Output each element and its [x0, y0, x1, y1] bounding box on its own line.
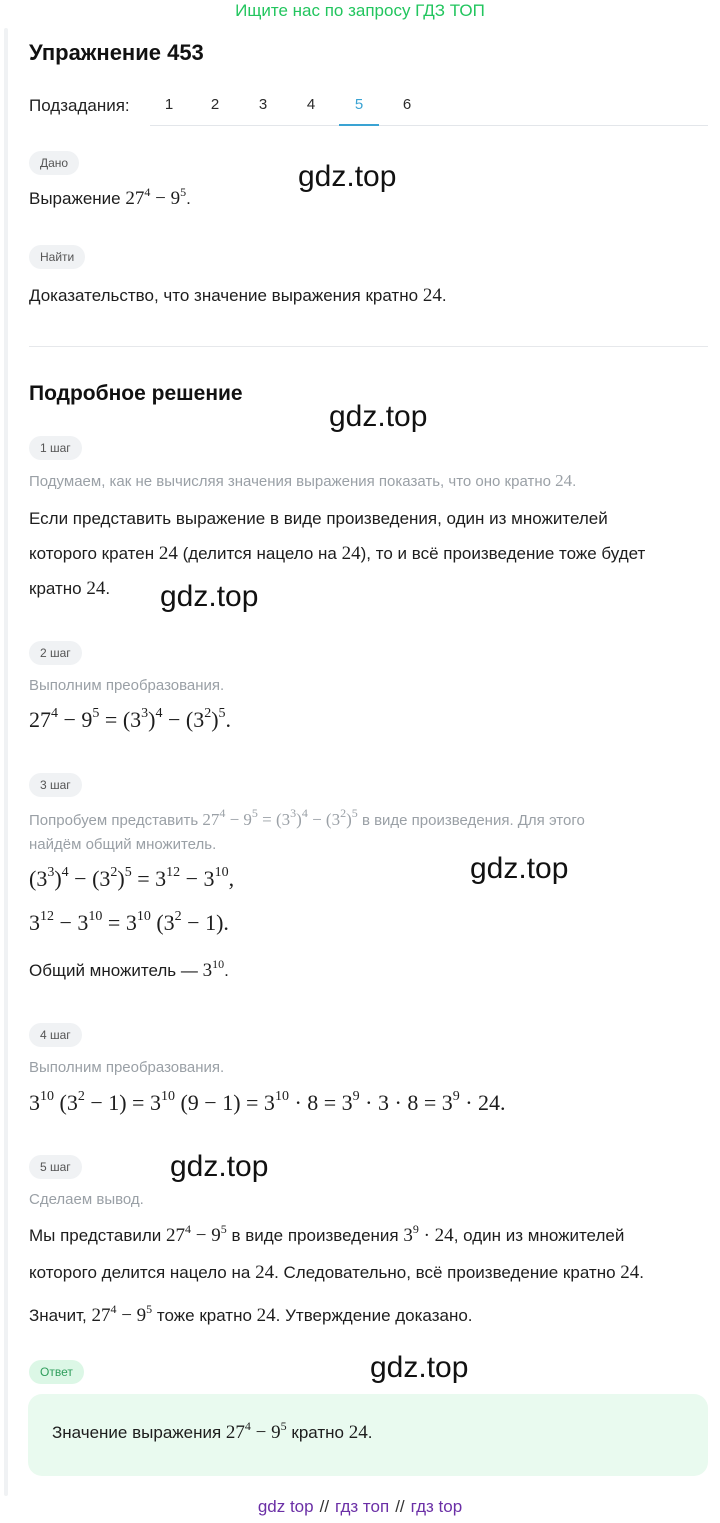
watermark: gdz.top: [470, 852, 569, 885]
step-5-line-1: Мы представили $27^4 - 9^5$ в виде произведения $3^9 \cdot 24$, один из множителей: [29, 1222, 625, 1246]
page-title: Упражнение 453: [29, 40, 204, 65]
step-5-line-2: которого делится нацело на 24. Следовательно, всё произведение кратно 24.: [29, 1262, 644, 1283]
footer-link-3[interactable]: гдз top: [410, 1497, 463, 1516]
step-3-badge: 3 шаг: [29, 773, 82, 797]
find-badge: Найти: [29, 245, 85, 269]
subtask-tab-6[interactable]: 6: [402, 96, 412, 113]
watermark: gdz.top: [298, 160, 397, 193]
footer-separator: //: [319, 1497, 330, 1516]
subtasks-label: Подзадания:: [29, 96, 130, 115]
step-1-badge: 1 шаг: [29, 436, 82, 460]
step-1-line-1: Если представить выражение в виде произведения, один из множителей: [29, 509, 608, 528]
step-5-hint: Сделаем вывод.: [29, 1191, 144, 1208]
step-1-hint: Подумаем, как не вычисляя значения выражения показать, что оно кратно 24.: [29, 471, 577, 490]
answer-text: Значение выражения $27^4 - 9^5$ кратно 24.: [52, 1419, 373, 1443]
step-1-line-3: кратно 24.: [29, 578, 111, 599]
step-5-badge: 5 шаг: [29, 1155, 82, 1179]
left-rail: [4, 28, 8, 1496]
step-4-badge: 4 шаг: [29, 1023, 82, 1047]
subtask-tab-2[interactable]: 2: [210, 96, 220, 113]
subtask-tab-5-active[interactable]: 5: [339, 96, 379, 126]
given-badge: Дано: [29, 151, 79, 175]
step-4-hint: Выполним преобразования.: [29, 1059, 225, 1076]
watermark: gdz.top: [170, 1150, 269, 1183]
step-3-formula-2: $3^{12} - 3^{10} = 3^{10}$ $(3^2 - 1)$.: [29, 909, 229, 935]
solution-title: Подробное решение: [29, 382, 243, 405]
answer-badge: Ответ: [29, 1360, 84, 1384]
step-3-common-factor: Общий множитель — $3^{10}$.: [29, 957, 229, 981]
step-3-hint-line-2: найдём общий множитель.: [29, 836, 217, 853]
footer-link-2[interactable]: гдз топ: [335, 1497, 390, 1516]
subtask-tab-1[interactable]: 1: [164, 96, 174, 113]
subtask-tab-3[interactable]: 3: [258, 96, 268, 113]
step-5-line-3: Значит, $27^4 - 9^5$ тоже кратно 24. Утверждение доказано.: [29, 1302, 473, 1326]
search-banner[interactable]: Ищите нас по запросу ГДЗ ТОП: [235, 1, 485, 20]
step-2-hint: Выполним преобразования.: [29, 677, 225, 694]
watermark: gdz.top: [329, 400, 428, 433]
watermark: gdz.top: [160, 580, 259, 613]
step-3-hint-line-1: Попробуем представить $27^4 - 9^5 = (3^3)^4 - (3^2)^5$ в виде произведения. Для этого: [29, 806, 585, 829]
step-3-formula-1: $(3^3)^4 - (3^2)^5 = 3^{12} - 3^{10}$,: [29, 865, 235, 891]
footer-link-1[interactable]: gdz top: [257, 1497, 314, 1516]
section-divider: [29, 346, 708, 347]
step-1-line-2: которого кратен 24 (делится нацело на 24), то и всё произведение тоже будет: [29, 543, 646, 564]
step-2-formula: $27^4 - 9^5 = (3^3)^4 - (3^2)^5$.: [29, 706, 232, 732]
footer-separator: //: [395, 1497, 405, 1516]
step-4-formula: $3^{10}$ $(3^2 - 1) = 3^{10}$ $(9 - 1) = 3^{10} \cdot 8 = 3^9 \cdot 3 \cdot 8 = 3^9 \cdot 24$.: [29, 1089, 506, 1115]
subtask-tab-4[interactable]: 4: [306, 96, 316, 113]
answer-box: [28, 1394, 708, 1476]
footer-links: [0, 1497, 720, 1517]
step-2-badge: 2 шаг: [29, 641, 82, 665]
find-text: Доказательство, что значение выражения кратно 24.: [29, 285, 447, 306]
given-text: Выражение $27^4 - 9^5$.: [29, 185, 191, 209]
watermark: gdz.top: [370, 1351, 469, 1384]
